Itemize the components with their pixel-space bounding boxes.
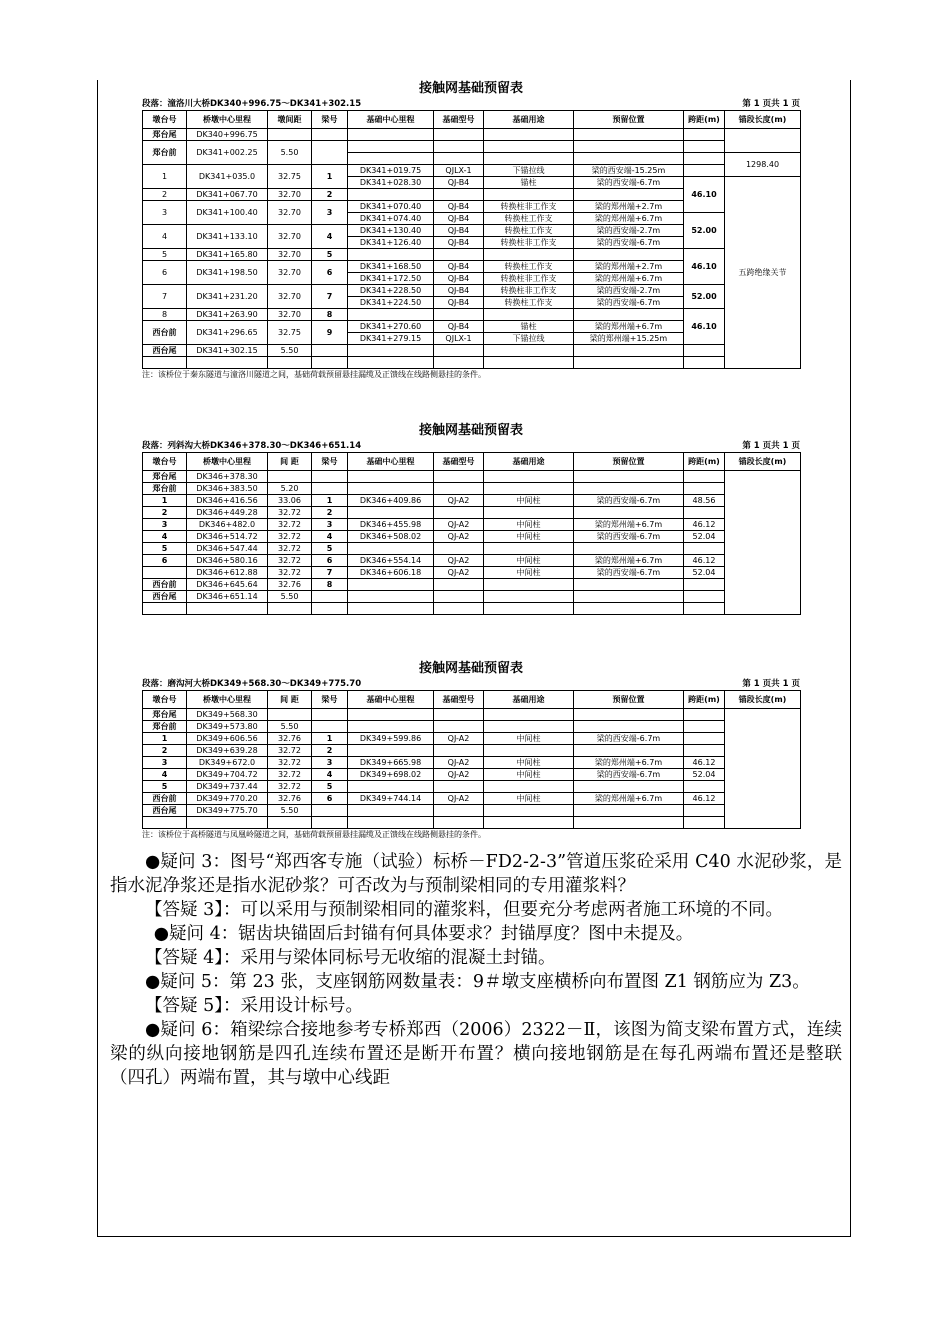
table-row xyxy=(143,817,801,829)
table-row: 郑台尾 DK346+378.30 xyxy=(143,471,801,483)
section-meta xyxy=(142,678,800,690)
table-row: 郑台尾 DK349+568.30 xyxy=(143,709,801,721)
table-row: 4 DK346+514.72 32.72 4 DK346+508.02 QJ-A2 中间柱 梁的西安端-6.7m 52.04 xyxy=(143,531,801,543)
anchor-length-cell xyxy=(725,709,801,829)
qa-text xyxy=(110,850,842,1090)
table-row: 7 DK341+231.20 32.70 7 DK341+228.50 QJ-B4 转换柱非工作支 梁的西安端-2.7m 52.00 xyxy=(143,285,801,297)
table-row: 西台尾 DK349+775.70 5.50 xyxy=(143,805,801,817)
table-row: 西台尾 DK346+651.14 5.50 xyxy=(143,591,801,603)
table-row: 2 DK346+449.28 32.72 2 xyxy=(143,507,801,519)
table-row: 西台前 DK341+296.65 32.75 9 DK341+270.60 QJ-B4 锚柱 梁的郑州端+6.7m xyxy=(143,321,801,333)
table-row: 郑台前 DK349+573.80 5.50 xyxy=(143,721,801,733)
table-row: 5 DK349+737.44 32.72 5 xyxy=(143,781,801,793)
question-4: ●疑问 4：锯齿块锚固后封锚有何具体要求？封锚厚度？图中未提及。 xyxy=(153,924,694,944)
table-row: DK341+126.40 QJ-B4 转换柱非工作支 梁的西安端-6.7m xyxy=(143,237,801,249)
table-row: 1 DK346+416.56 33.06 1 DK346+409.86 QJ-A2 中间柱 梁的西安端-6.7m 48.56 xyxy=(143,495,801,507)
insulation-joint: 五跨绝缘关节 xyxy=(725,177,801,369)
anchor-length-cell xyxy=(725,471,801,615)
page-label: 第 1 页共 1 页 xyxy=(742,99,800,109)
table-row: 郑台前 DK346+383.50 5.20 xyxy=(143,483,801,495)
section-title: 接触网基础预留表 xyxy=(418,661,523,676)
table-row: 1 DK341+035.0 32.75 1 DK341+019.75 QJLX-1 下锚拉线 梁的西安端-15.25m xyxy=(143,165,801,177)
table-header: 墩台号 桥墩中心里程 间 距 梁号 基础中心里程 基础型号 基础用途 预留位置 跨距(m) 锚段长度(m) xyxy=(143,691,801,709)
table-row: 5 DK341+165.80 32.70 5 46.10 xyxy=(143,249,801,261)
table-row: 3 DK341+100.40 32.70 3 DK341+070.40 QJ-B4 转换柱非工作支 梁的郑州端+2.7m xyxy=(143,201,801,213)
page-label: 第 1 页共 1 页 xyxy=(742,679,800,689)
table-row: 郑台尾 DK340+996.75 xyxy=(143,129,801,141)
page-label: 第 1 页共 1 页 xyxy=(742,441,800,451)
section-2 xyxy=(142,422,800,615)
segment-label: 段落：磨沟河大桥DK349+568.30～DK349+775.70 xyxy=(142,679,362,689)
question-6: ●疑问 6：箱梁综合接地参考专桥郑西（2006）2322－Ⅱ，该图为简支梁布置方式，连续梁的纵向接地钢筋是四孔连续布置还是断开布置？横向接地钢筋是在每孔两端布置还是整联（四孔）两端布置，其与墩中心线距 xyxy=(110,1020,842,1088)
table-row: 3 DK346+482.0 32.72 3 DK346+455.98 QJ-A2 中间柱 梁的郑州端+6.7m 46.12 xyxy=(143,519,801,531)
table-row: DK341+172.50 QJ-B4 转换柱非工作支 梁的郑州端+6.7m xyxy=(143,273,801,285)
table-row: DK346+612.88 32.72 7 DK346+606.18 QJ-A2 中间柱 梁的西安端-6.7m 52.04 xyxy=(143,567,801,579)
question-3: ●疑问 3：图号“郑西客专施（试验）标桥－FD2-2-3”管道压浆砼采用 C40 水泥砂浆，是指水泥净浆还是指水泥砂浆？可否改为与预制梁相同的专用灌浆料？ xyxy=(110,852,842,896)
section-3 xyxy=(142,660,800,841)
segment-label: 段落：列斜沟大桥DK346+378.30～DK346+651.14 xyxy=(142,441,362,451)
reservation-table-3 xyxy=(142,690,801,829)
table-row: 西台前 DK349+770.20 32.76 6 DK349+744.14 QJ-A2 中间柱 梁的郑州端+6.7m 46.12 xyxy=(143,793,801,805)
table-note: 注：该桥位于高桥隧道与凤凰岭隧道之间，基础荷载预留悬挂漏缆及正馈线在线路侧悬挂的条件。 xyxy=(142,830,486,839)
table-note: 注：该桥位于秦东隧道与潼洛川隧道之间，基础荷载预留悬挂漏缆及正馈线在线路侧悬挂的条件。 xyxy=(142,370,486,379)
table-row: 2 DK341+067.70 32.70 2 xyxy=(143,189,801,201)
answer-3: 【答疑 3】：可以采用与预制梁相同的灌浆料，但要充分考虑两者施工环境的不同。 xyxy=(145,900,783,920)
section-meta xyxy=(142,440,800,452)
table-row: 6 DK341+198.50 32.70 6 DK341+168.50 QJ-B4 转换柱工作支 梁的郑州端+2.7m xyxy=(143,261,801,273)
question-5: ●疑问 5：第 23 张，支座钢筋网数量表：9＃墩支座横桥向布置图 Z1 钢筋应为 Z3。 xyxy=(145,972,810,992)
section-title: 接触网基础预留表 xyxy=(418,81,523,96)
table-row: 6 DK346+580.16 32.72 6 DK346+554.14 QJ-A2 中间柱 梁的郑州端+6.7m 46.12 xyxy=(143,555,801,567)
table-row xyxy=(143,357,801,369)
section-meta xyxy=(142,98,800,110)
table-row: DK341+074.40 QJ-B4 转换柱工作支 梁的郑州端+6.7m 52.00 xyxy=(143,213,801,225)
anchor-length: 1298.40 xyxy=(725,153,801,177)
table-row: 郑台前 DK341+002.25 5.50 xyxy=(143,141,801,153)
table-row: 5 DK346+547.44 32.72 5 xyxy=(143,543,801,555)
table-row: DK341+028.30 QJ-B4 锚柱 梁的西安端-6.7m 46.10 五跨绝缘关节 xyxy=(143,177,801,189)
table-row: DK341+224.50 QJ-B4 转换柱工作支 梁的西安端-6.7m xyxy=(143,297,801,309)
table-row: 西台前 DK346+645.64 32.76 8 xyxy=(143,579,801,591)
segment-label: 段落：潼洛川大桥DK340+996.75～DK341+302.15 xyxy=(142,99,362,109)
reservation-table-2 xyxy=(142,452,801,615)
table-row: 4 DK349+704.72 32.72 4 DK349+698.02 QJ-A2 中间柱 梁的西安端-6.7m 52.04 xyxy=(143,769,801,781)
table-row: 4 DK341+133.10 32.70 4 DK341+130.40 QJ-B4 转换柱工作支 梁的西安端-2.7m xyxy=(143,225,801,237)
table-header: 墩台号 桥墩中心里程 墩间距 梁号 基础中心里程 基础型号 基础用途 预留位置 跨距(m) 锚段长度(m) xyxy=(143,111,801,129)
table-row: 8 DK341+263.90 32.70 8 46.10 xyxy=(143,309,801,321)
table-row: 3 DK349+672.0 32.72 3 DK349+665.98 QJ-A2 中间柱 梁的郑州端+6.7m 46.12 xyxy=(143,757,801,769)
answer-4: 【答疑 4】：采用与梁体同标号无收缩的混凝土封锚。 xyxy=(145,948,556,968)
table-header: 墩台号 桥墩中心里程 间 距 梁号 基础中心里程 基础型号 基础用途 预留位置 跨距(m) 锚段长度(m) xyxy=(143,453,801,471)
table-row: 西台尾 DK341+302.15 5.50 xyxy=(143,345,801,357)
table-row: 1 DK349+606.56 32.76 1 DK349+599.86 QJ-A2 中间柱 梁的西安端-6.7m xyxy=(143,733,801,745)
table-row xyxy=(143,603,801,615)
table-row: 2 DK349+639.28 32.72 2 xyxy=(143,745,801,757)
answer-5: 【答疑 5】：采用设计标号。 xyxy=(145,996,363,1016)
section-1 xyxy=(142,80,800,381)
section-title: 接触网基础预留表 xyxy=(418,423,523,438)
table-row: DK341+279.15 QJLX-1 下锚拉线 梁的郑州端+15.25m xyxy=(143,333,801,345)
reservation-table-1 xyxy=(142,110,801,369)
